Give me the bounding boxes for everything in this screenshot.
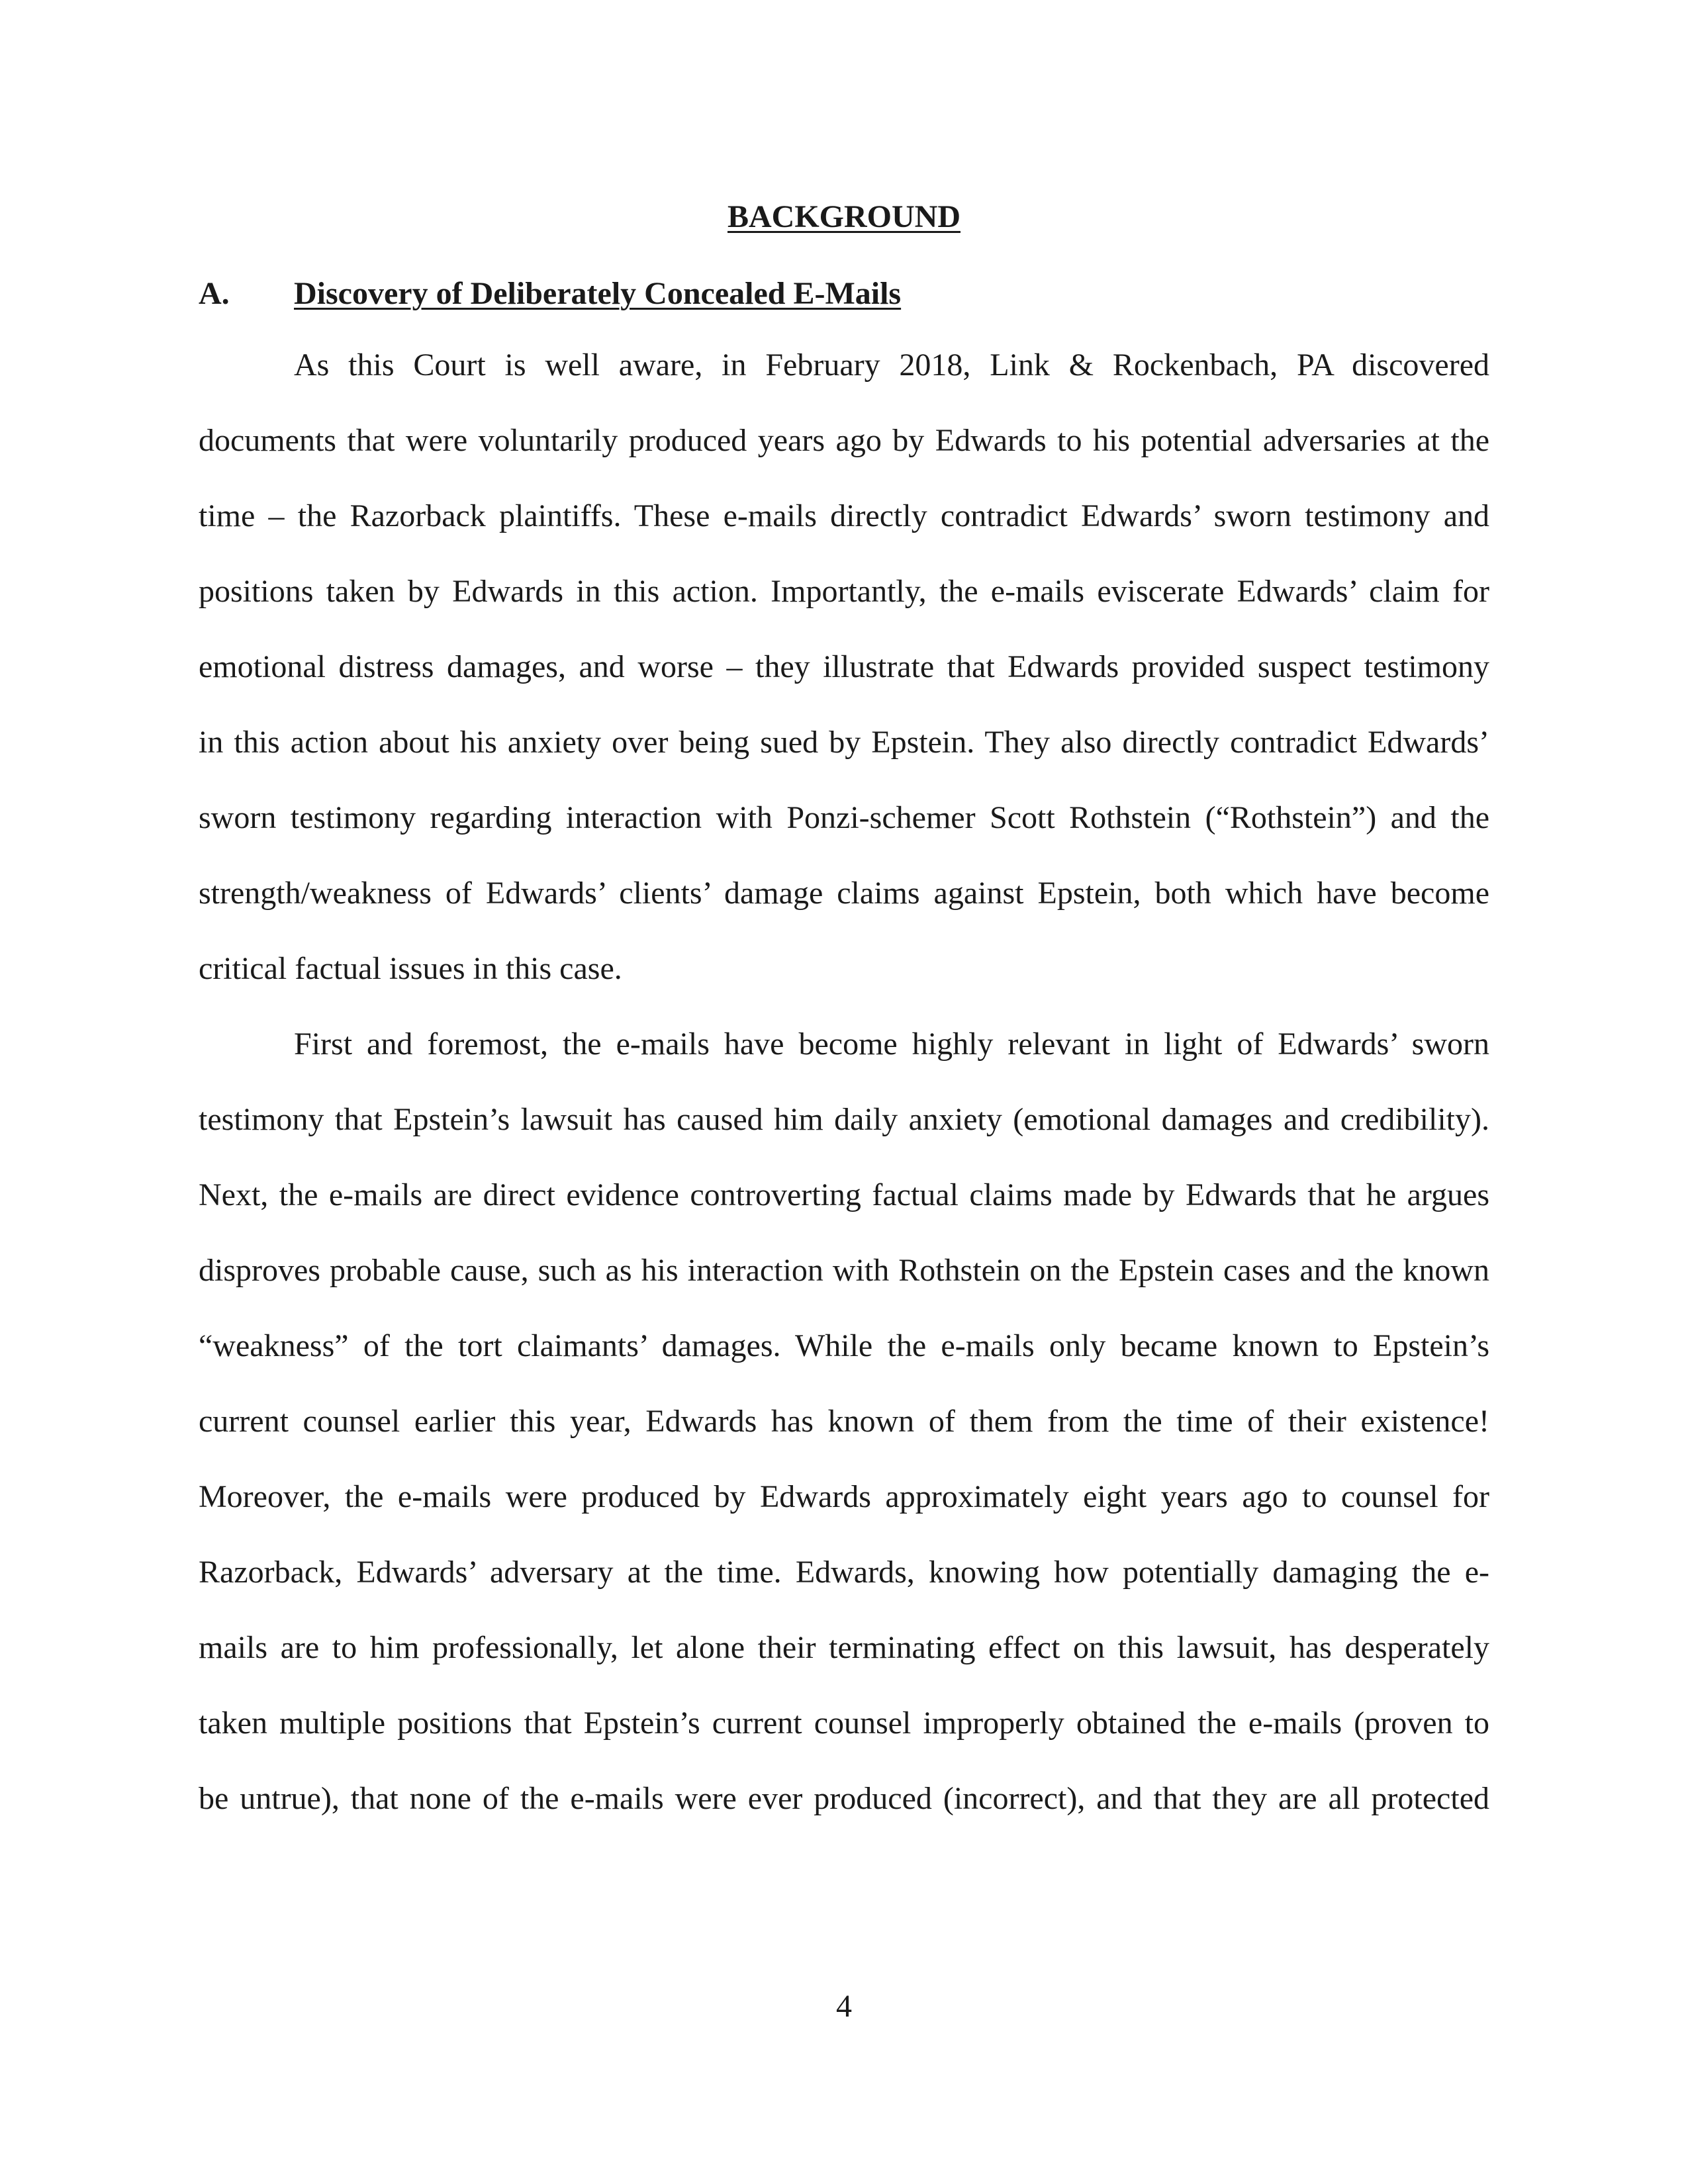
- page-number: 4: [836, 1989, 852, 2024]
- paragraph-2-line-5: “weakness” of the tort claimants’ damages. While the e-mails only became known to Epstein’s: [199, 1328, 1489, 1363]
- paragraph-1-line-9: critical factual issues in this case.: [199, 951, 622, 986]
- paragraph-1-line-7: sworn testimony regarding interaction with Ponzi-schemer Scott Rothstein (“Rothstein”) and the: [199, 800, 1489, 835]
- paragraph-2-line-10: taken multiple positions that Epstein’s current counsel improperly obtained the e-mails (proven to: [199, 1706, 1489, 1741]
- paragraph-2-line-9: mails are to him professionally, let alone their terminating effect on this lawsuit, has desperately: [199, 1630, 1489, 1665]
- paragraph-1-line-8: strength/weakness of Edwards’ clients’ damage claims against Epstein, both which have become: [199, 876, 1489, 911]
- subsection-letter: A.: [199, 276, 230, 311]
- subsection-title: Discovery of Deliberately Concealed E-Mails: [294, 276, 902, 311]
- section-heading: BACKGROUND: [727, 199, 961, 234]
- paragraph-2-line-1: First and foremost, the e-mails have become highly relevant in light of Edwards’ sworn: [294, 1026, 1489, 1062]
- paragraph-1-line-2: documents that were voluntarily produced years ago by Edwards to his potential adversaries at the: [199, 423, 1489, 458]
- paragraph-1-line-1: As this Court is well aware, in February 2018, Link & Rockenbach, PA discovered: [294, 347, 1489, 383]
- paragraph-1-line-5: emotional distress damages, and worse – they illustrate that Edwards provided suspect testimony: [199, 649, 1489, 684]
- paragraph-2-line-8: Razorback, Edwards’ adversary at the time. Edwards, knowing how potentially damaging the e-: [199, 1555, 1489, 1590]
- body-text: [199, 341, 1489, 1850]
- paragraph-1-line-4: positions taken by Edwards in this action. Importantly, the e-mails eviscerate Edwards’ claim for: [199, 574, 1489, 609]
- paragraph-2-line-7: Moreover, the e-mails were produced by Edwards approximately eight years ago to counsel for: [199, 1479, 1489, 1514]
- paragraph-1-line-3: time – the Razorback plaintiffs. These e-mails directly contradict Edwards’ sworn testimony and: [199, 498, 1489, 533]
- paragraph-2-line-11: be untrue), that none of the e-mails were ever produced (incorrect), and that they are all protected: [199, 1781, 1489, 1816]
- paragraph-1-line-6: in this action about his anxiety over being sued by Epstein. They also directly contradict Edwards’: [199, 725, 1489, 760]
- paragraph-2-line-2: testimony that Epstein’s lawsuit has caused him daily anxiety (emotional damages and credibility).: [199, 1102, 1489, 1137]
- paragraph-2-line-6: current counsel earlier this year, Edwards has known of them from the time of their existence!: [199, 1404, 1489, 1439]
- subsection-heading: [199, 273, 1489, 315]
- paragraph-2-line-3: Next, the e-mails are direct evidence controverting factual claims made by Edwards that he argues: [199, 1177, 1489, 1212]
- paragraph-2-line-4: disproves probable cause, such as his interaction with Rothstein on the Epstein cases and the known: [199, 1253, 1489, 1288]
